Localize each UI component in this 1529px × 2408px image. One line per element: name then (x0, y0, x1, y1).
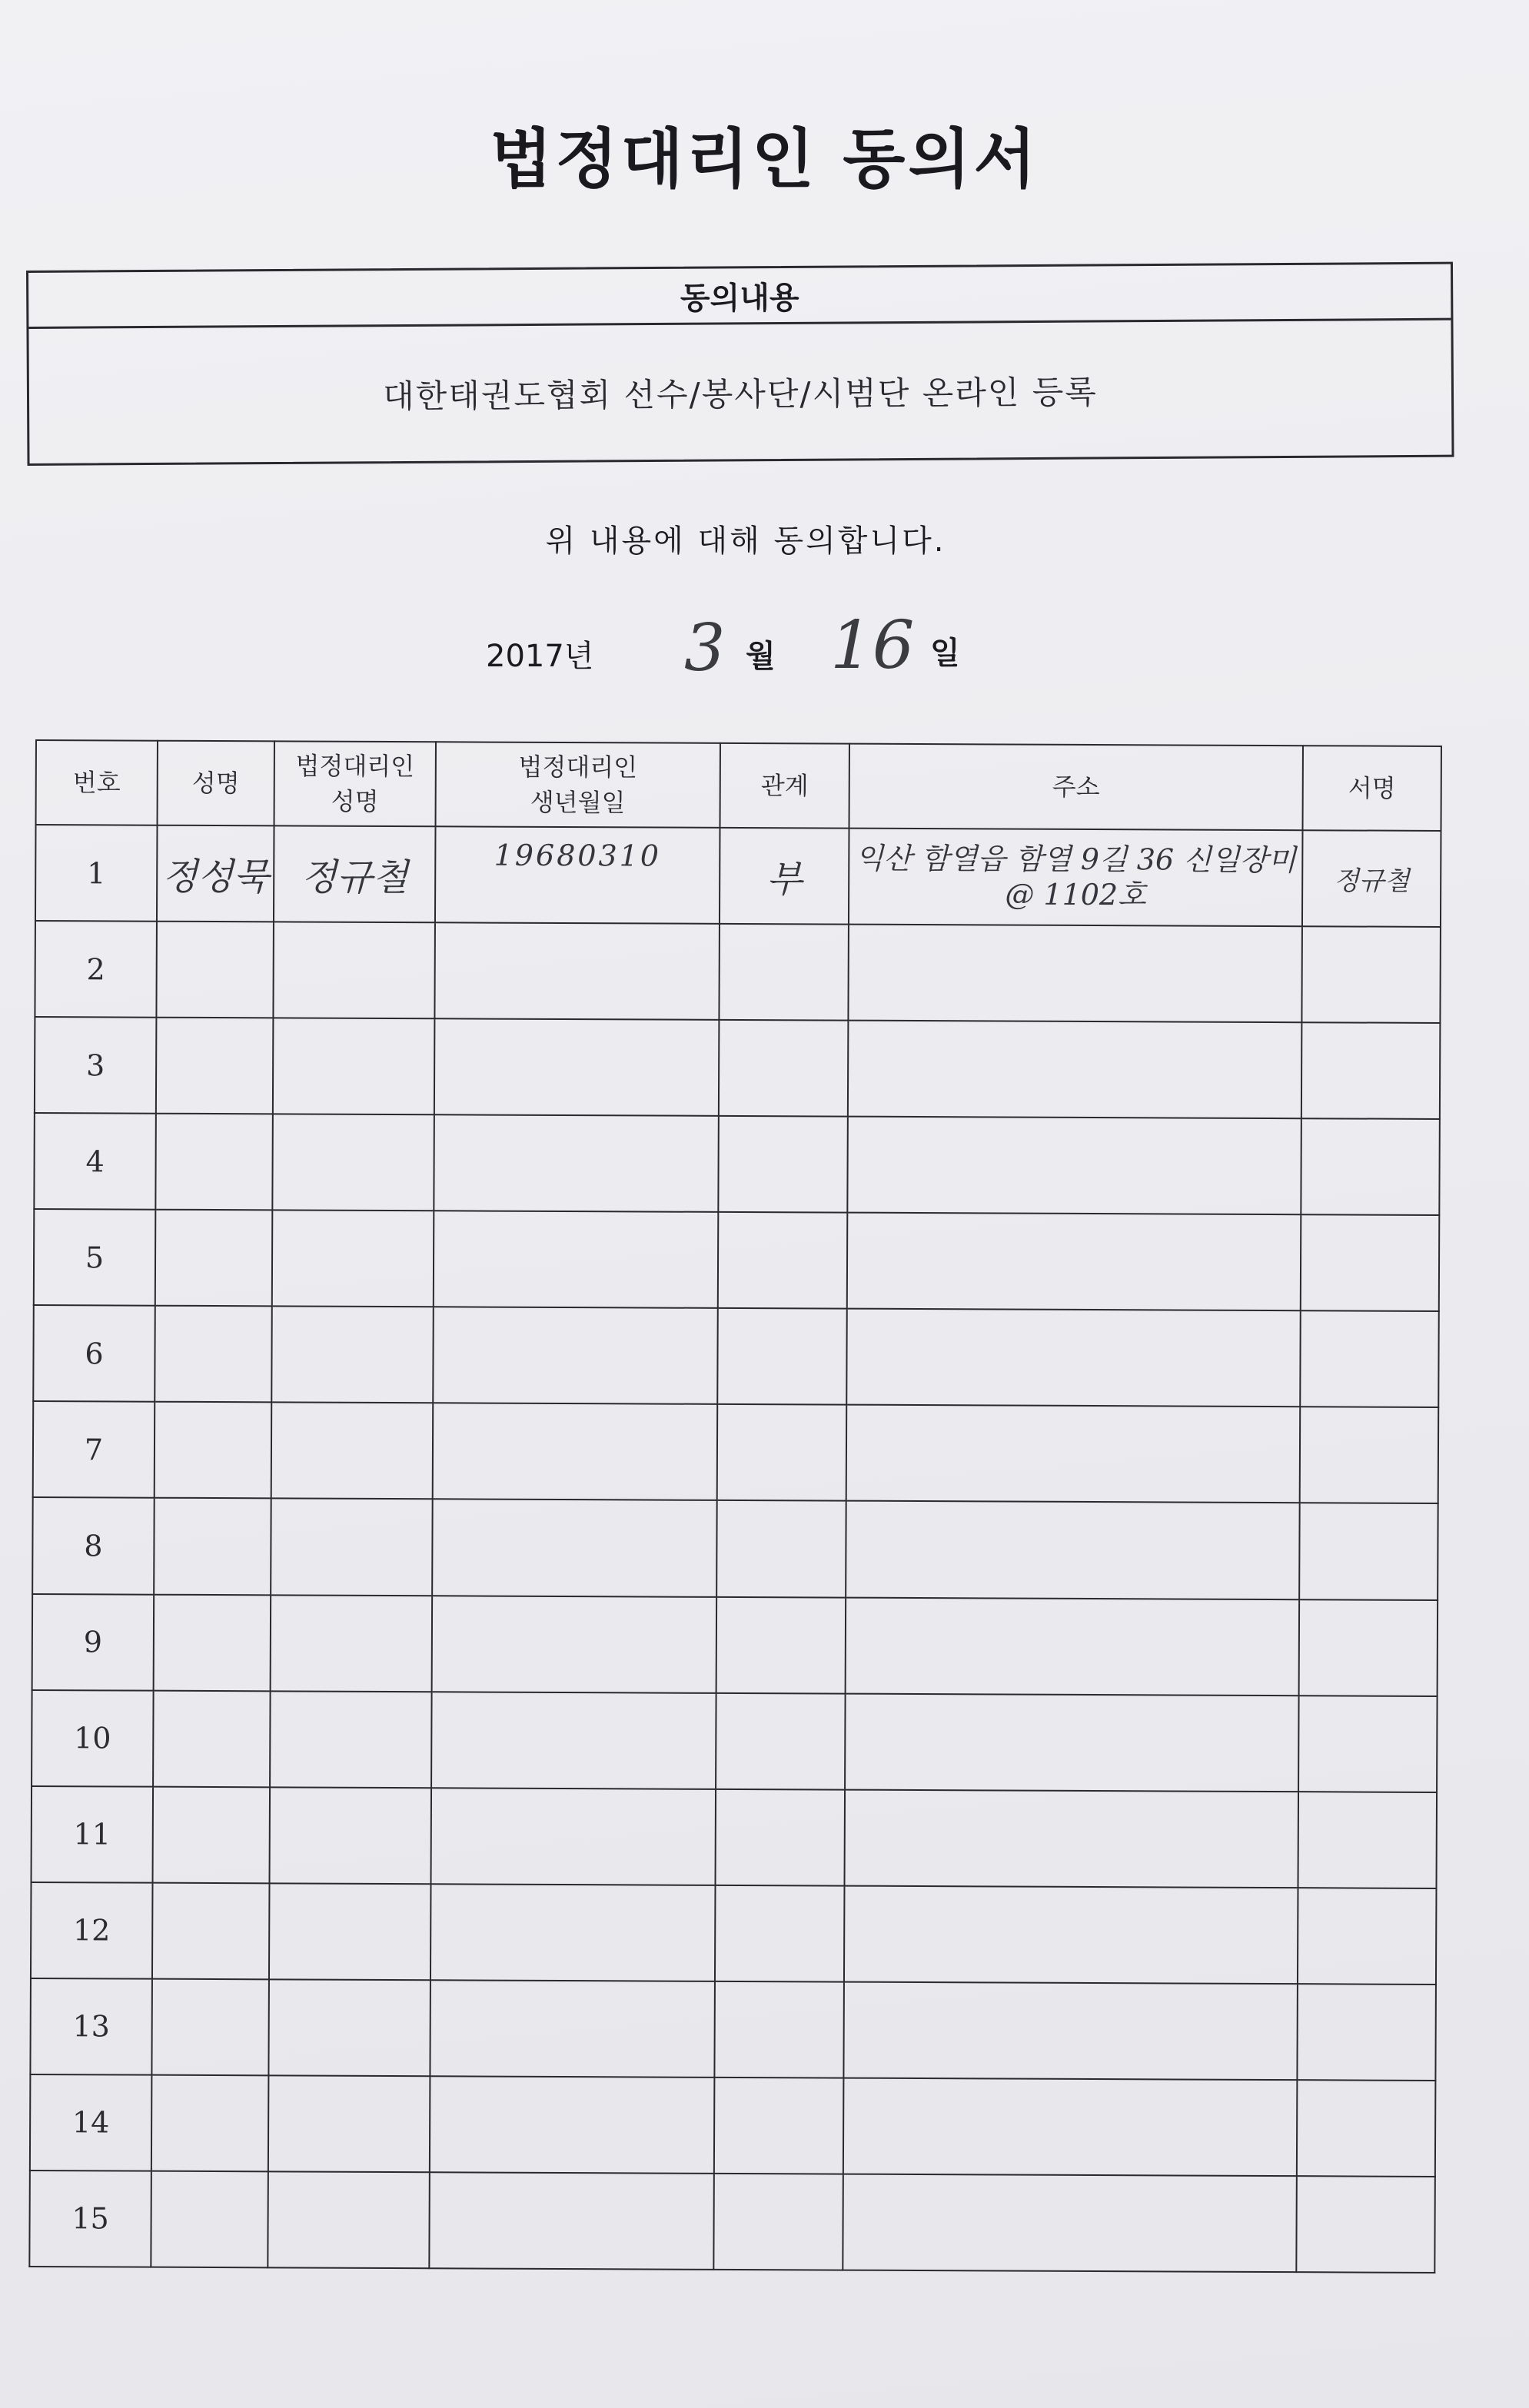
cell-no: 13 (30, 1978, 152, 2075)
header-relation: 관계 (720, 743, 849, 829)
cell-no: 9 (32, 1593, 155, 1690)
cell-relation (716, 1789, 846, 1885)
cell-name (156, 1018, 274, 1114)
cell-no: 7 (33, 1401, 155, 1498)
table-row (34, 1113, 1440, 1215)
cell-guardian-birth (430, 1980, 715, 2078)
cell-relation (719, 924, 849, 1021)
cell-name (152, 1882, 270, 1979)
date-year: 2017년 (486, 639, 594, 674)
cell-address (846, 1597, 1300, 1696)
table-row (31, 1882, 1437, 1985)
cell-address (846, 1501, 1300, 1599)
table-row (29, 2171, 1435, 2273)
cell-name (154, 1498, 271, 1595)
guardian-table-wrapper (28, 739, 1441, 2273)
cell-guardian-birth (434, 1211, 719, 1309)
cell-guardian-name (271, 1307, 434, 1403)
cell-name (153, 1690, 271, 1787)
cell-guardian-name (272, 1211, 434, 1307)
cell-relation (717, 1308, 847, 1405)
cell-name (151, 1978, 269, 2075)
cell-no: 4 (34, 1113, 156, 1210)
cell-guardian-name (270, 1787, 432, 1884)
table-row (33, 1305, 1439, 1407)
cell-no: 1 (35, 825, 158, 922)
cell-address (845, 1693, 1299, 1792)
cell-relation (719, 1020, 849, 1117)
cell-relation (713, 2174, 843, 2270)
cell-relation (718, 1116, 848, 1213)
cell-name: 정성묵 (157, 825, 274, 922)
cell-guardian-name (270, 1691, 432, 1788)
table-row (30, 1978, 1436, 2081)
date-line (477, 607, 1015, 686)
cell-guardian-birth (431, 1788, 716, 1885)
cell-name (156, 922, 274, 1018)
cell-signature (1298, 1792, 1437, 1888)
table-row (32, 1690, 1438, 1792)
cell-guardian-birth (432, 1500, 717, 1597)
cell-signature (1298, 1888, 1437, 1985)
table-row (34, 1209, 1440, 1311)
cell-guardian-name (269, 1883, 431, 1980)
cell-name (151, 2074, 269, 2171)
cell-guardian-birth: 19680310 (435, 826, 720, 924)
cell-address (848, 925, 1302, 1023)
cell-address (845, 1789, 1299, 1888)
cell-signature (1298, 1696, 1438, 1792)
header-guardian-name: 법정대리인 성명 (274, 741, 436, 826)
cell-address (846, 1309, 1301, 1407)
cell-signature (1301, 1022, 1441, 1119)
cell-address: 익산 함열읍 함열 9길 36 신일장미@ 1102호 (849, 829, 1303, 927)
cell-relation (717, 1404, 847, 1501)
header-name: 성명 (158, 741, 274, 826)
table-row (30, 2074, 1436, 2177)
cell-guardian-name (273, 1018, 435, 1114)
cell-relation (716, 1500, 846, 1597)
table-row (33, 1401, 1439, 1503)
cell-guardian-name (272, 1114, 434, 1211)
document-title: 법정대리인 동의서 (490, 121, 1039, 197)
cell-address (843, 2078, 1298, 2176)
cell-no: 10 (32, 1690, 154, 1787)
cell-guardian-name (268, 1979, 430, 2076)
header-guardian-birth: 법정대리인 생년월일 (436, 742, 720, 828)
cell-no: 12 (31, 1882, 153, 1979)
cell-relation (716, 1692, 846, 1789)
cell-guardian-name (271, 1499, 433, 1596)
table-row (35, 825, 1441, 927)
cell-guardian-birth (430, 2076, 715, 2174)
cell-signature (1301, 1118, 1440, 1215)
cell-relation (714, 1981, 844, 2078)
cell-guardian-name (273, 922, 435, 1018)
cell-guardian-name (271, 1595, 433, 1692)
cell-guardian-birth (430, 1884, 716, 1981)
consent-header: 동의내용 (28, 264, 1451, 329)
cell-relation (715, 1885, 845, 1982)
header-address: 주소 (849, 744, 1303, 831)
cell-relation (716, 1596, 846, 1693)
cell-name (155, 1210, 273, 1307)
date-month-handwritten: 3 (684, 610, 726, 686)
cell-address (848, 1021, 1302, 1119)
cell-no: 11 (32, 1786, 154, 1883)
cell-no: 3 (35, 1017, 157, 1114)
cell-no: 6 (33, 1305, 155, 1402)
cell-guardian-birth (432, 1596, 717, 1693)
consent-box (26, 262, 1454, 466)
cell-name (153, 1786, 271, 1883)
cell-signature (1297, 1984, 1436, 2081)
cell-no: 14 (30, 2074, 152, 2171)
cell-signature (1299, 1599, 1438, 1696)
cell-name (155, 1114, 273, 1211)
cell-relation (718, 1212, 848, 1309)
cell-name (155, 1306, 272, 1403)
cell-signature (1300, 1311, 1439, 1408)
cell-signature (1297, 2080, 1436, 2177)
cell-no: 2 (35, 921, 157, 1018)
cell-guardian-name (271, 1403, 434, 1500)
cell-address (844, 1885, 1298, 1984)
table-row (32, 1786, 1438, 1888)
cell-name (151, 2171, 268, 2268)
cell-guardian-name (268, 2171, 430, 2268)
cell-no: 5 (34, 1209, 156, 1306)
date-month-label: 월 (746, 639, 776, 674)
cell-relation: 부 (720, 828, 849, 925)
table-row (35, 1017, 1441, 1119)
consent-body: 대한태권도협회 선수/봉사단/시범단 온라인 등록 (382, 372, 1099, 415)
date-day-handwritten: 16 (830, 607, 915, 684)
cell-relation (714, 2078, 844, 2174)
cell-no: 8 (32, 1497, 155, 1594)
cell-guardian-birth (434, 922, 720, 1020)
cell-signature: 정규철 (1302, 830, 1441, 927)
cell-guardian-birth (431, 1692, 716, 1789)
cell-name (154, 1594, 271, 1691)
cell-guardian-birth (434, 1114, 719, 1212)
header-no: 번호 (36, 740, 158, 825)
cell-guardian-birth (434, 1018, 720, 1116)
agreement-statement: 위 내용에 대해 동의합니다. (545, 523, 946, 559)
cell-guardian-birth (429, 2172, 714, 2270)
cell-guardian-name (268, 2075, 430, 2172)
cell-guardian-birth (433, 1307, 718, 1405)
guardian-table (28, 739, 1442, 2273)
cell-guardian-name: 정규철 (274, 825, 436, 922)
cell-signature (1300, 1407, 1439, 1504)
cell-address (843, 2174, 1297, 2272)
cell-address (847, 1213, 1301, 1311)
table-row (35, 921, 1441, 1023)
table-row (32, 1497, 1438, 1599)
date-day-label: 일 (930, 636, 960, 671)
table-header-row (36, 740, 1441, 831)
cell-address (843, 1981, 1298, 2080)
cell-signature (1301, 926, 1441, 1023)
cell-signature (1301, 1214, 1440, 1311)
cell-signature (1299, 1503, 1438, 1600)
cell-signature (1296, 2176, 1435, 2273)
table-row (32, 1593, 1438, 1696)
header-signature: 서명 (1303, 746, 1441, 831)
cell-guardian-birth (433, 1403, 718, 1501)
cell-address (846, 1405, 1301, 1503)
cell-name (155, 1402, 272, 1499)
cell-no: 15 (29, 2171, 151, 2267)
cell-address (847, 1117, 1301, 1215)
